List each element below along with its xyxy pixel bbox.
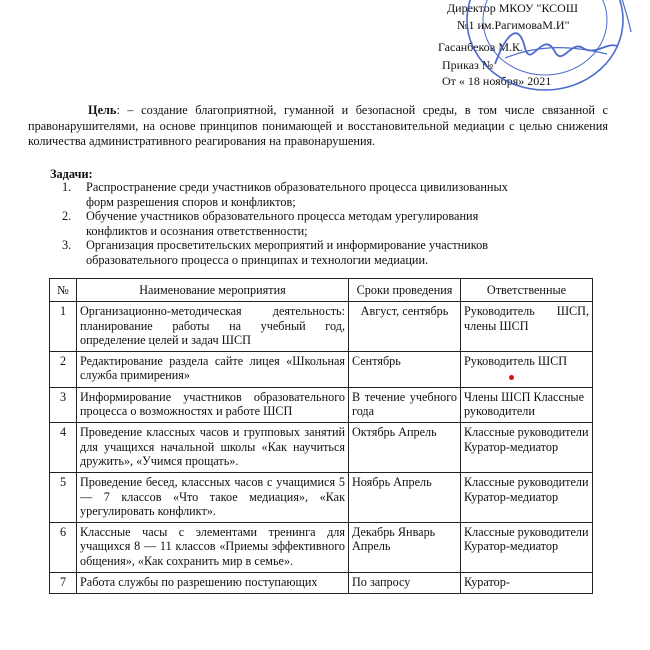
task-text: Организация просветительских мероприятий и информирование участников образовательного процесса о принципах и технологии медиации.	[86, 238, 489, 267]
events-table	[49, 278, 593, 594]
goal-paragraph	[28, 103, 608, 150]
row-number: 4	[50, 423, 77, 473]
row-responsible: Классные руководители Куратор-медиатор	[461, 423, 593, 473]
header-term: Сроки проведения	[349, 279, 461, 302]
row-term: Ноябрь Апрель	[349, 473, 461, 523]
row-term: Август, сентябрь	[349, 302, 461, 352]
table-row	[50, 523, 593, 573]
task-number: 1.	[62, 180, 72, 194]
row-term: В течение учебного года	[349, 387, 461, 423]
row-responsible: Куратор-	[461, 573, 593, 594]
approval-director: Директор МКОУ "КСОШ	[447, 1, 578, 15]
row-term: Сентябрь	[349, 352, 461, 388]
task-text: Распространение среди участников образовательного процесса цивилизованных форм разрешения споров и конфликтов;	[86, 180, 508, 209]
approval-date: От « 18 ноября» 2021	[442, 74, 552, 88]
task-number: 2.	[62, 209, 72, 223]
row-event-name: Проведение бесед, классных часов с учащимися 5 — 7 классов «Что такое медиация», «Как урегулировать конфликт».	[77, 473, 349, 523]
approval-order: Приказ №	[442, 58, 494, 72]
row-responsible: Руководитель ШСП	[461, 352, 593, 388]
row-event-name: Проведение классных часов и групповых занятий для учащихся начальной школы «Как научиться дружить», «Учимся прощать».	[77, 423, 349, 473]
row-responsible: Классные руководители Куратор-медиатор	[461, 473, 593, 523]
row-term: Октябрь Апрель	[349, 423, 461, 473]
row-event-name: Информирование участников образовательного процесса о возможностях и работе ШСП	[77, 387, 349, 423]
tasks-title: Задачи:	[50, 167, 93, 181]
table-header-row	[50, 279, 593, 302]
task-item	[62, 180, 532, 209]
header-number: №	[50, 279, 77, 302]
row-term: По запросу	[349, 573, 461, 594]
goal-text: : – создание благоприятной, гуманной и безопасной среды, в том числе связанной с правонарушителями, на основе принципов понимающей и восстановительной медиации с целью снижения количества административного реагирования на правонарушения.	[28, 103, 608, 148]
approval-name: Гасанбеков М.К.	[438, 40, 524, 54]
red-ink-mark	[509, 375, 514, 380]
table-row	[50, 387, 593, 423]
row-number: 2	[50, 352, 77, 388]
row-number: 7	[50, 573, 77, 594]
row-event-name: Классные часы с элементами тренинга для учащихся 8 — 11 классов «Приемы эффективного общения», «Как сохранить мир в семье».	[77, 523, 349, 573]
table-row	[50, 423, 593, 473]
row-responsible: Классные руководители Куратор-медиатор	[461, 523, 593, 573]
row-responsible: Члены ШСП Классные руководители	[461, 387, 593, 423]
row-event-name: Организационно-методическая деятельность: планирование работы на учебный год, определение целей и задач ШСП	[77, 302, 349, 352]
goal-label: Цель	[88, 103, 117, 117]
table-row	[50, 352, 593, 388]
header-event-name: Наименование мероприятия	[77, 279, 349, 302]
table-row	[50, 573, 593, 594]
approval-school: №1 им.РагимоваМ.И"	[457, 18, 570, 32]
task-number: 3.	[62, 238, 72, 252]
header-responsible: Ответственные	[461, 279, 593, 302]
row-number: 1	[50, 302, 77, 352]
task-text: Обучение участников образовательного процесса методам урегулирования конфликтов и осознания ответственности;	[86, 209, 479, 238]
row-number: 3	[50, 387, 77, 423]
row-number: 6	[50, 523, 77, 573]
task-item	[62, 209, 532, 238]
row-responsible: Руководитель ШСП, члены ШСП	[461, 302, 593, 352]
task-item	[62, 238, 532, 267]
table-row	[50, 473, 593, 523]
row-event-name: Редактирование раздела сайте лицея «Школьная служба примирения»	[77, 352, 349, 388]
row-term: Декабрь Январь Апрель	[349, 523, 461, 573]
table-row	[50, 302, 593, 352]
tasks-list	[62, 180, 532, 267]
row-number: 5	[50, 473, 77, 523]
row-event-name: Работа службы по разрешению поступающих	[77, 573, 349, 594]
